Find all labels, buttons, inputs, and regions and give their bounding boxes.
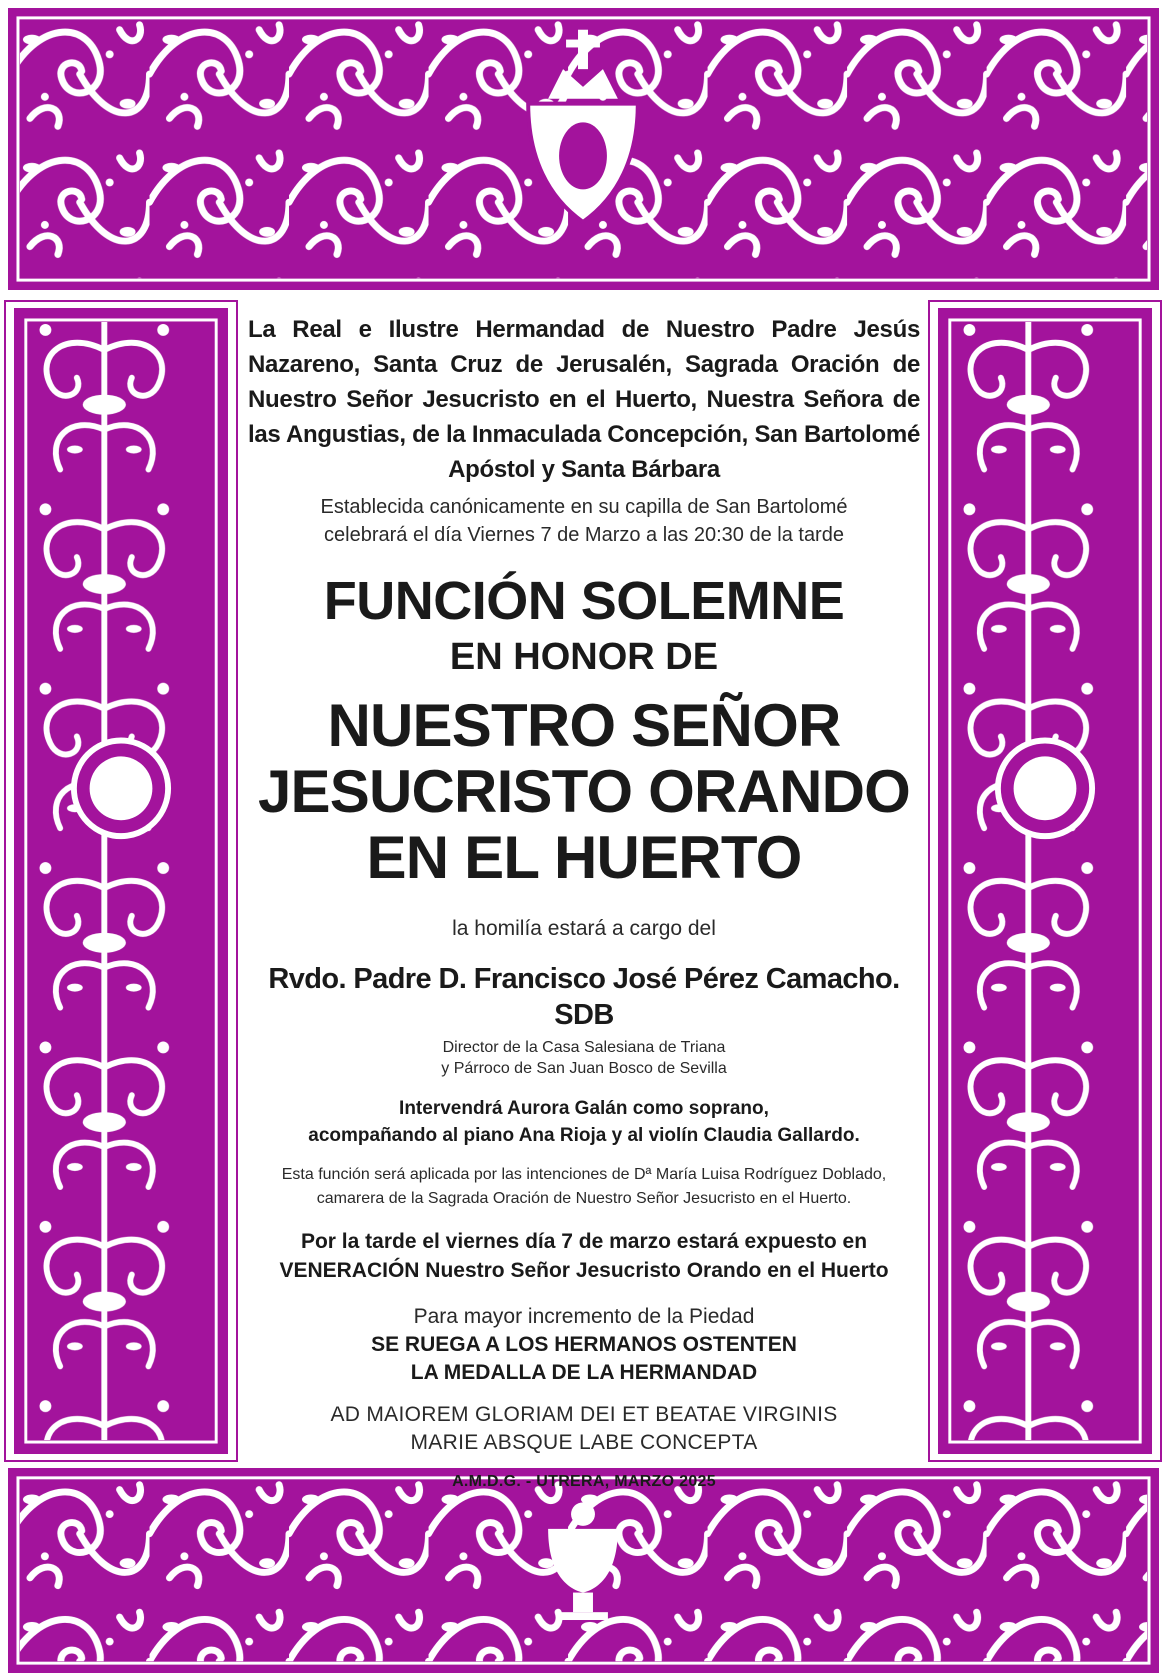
scroll-ornament-icon (10, 1470, 1157, 1671)
preacher-role-2: y Párroco de San Juan Bosco de Sevilla (441, 1060, 727, 1077)
dedication-line-3: EN EL HUERTO (366, 824, 802, 891)
music-credits (248, 1095, 920, 1149)
right-frame-outline (928, 300, 1162, 1462)
preacher-roles (248, 1037, 920, 1079)
establecida-text: Establecida canónicamente en su capilla de San Bartolomé (320, 496, 848, 518)
veneration-note (248, 1227, 920, 1285)
intentions-note (248, 1163, 920, 1211)
music-line-1: Intervendrá Aurora Galán como soprano, (399, 1098, 769, 1119)
dedication-line-2: JESUCRISTO ORANDO (257, 758, 911, 825)
establishment-line (248, 493, 920, 549)
hermandad-heading: La Real e Ilustre Hermandad de Nuestro Padre Jesús Nazareno, Santa Cruz de Jerusalén, Sagrada Oración de Nuestro Señor Jesucristo en el Huerto, Nuestra Señora de las Angustias, de la Inmaculada Concepción, San Bartolomé Apóstol y Santa Bárbara (248, 316, 920, 483)
intentions-line-2: camarera de la Sagrada Oración de Nuestro Señor Jesucristo en el Huerto. (316, 1190, 852, 1207)
veneration-line-1: Por la tarde el viernes día 7 de marzo estará expuesto en (300, 1230, 868, 1253)
top-ornament-band (8, 8, 1159, 290)
preacher-role-1: Director de la Casa Salesiana de Triana (442, 1039, 726, 1056)
homilia-intro: la homilía estará a cargo del (452, 917, 716, 940)
announcement-content (248, 312, 920, 1493)
request-line-2: LA MEDALLA DE LA HERMANDAD (410, 1361, 758, 1384)
piety-intro: Para mayor incremento de la Piedad (413, 1305, 755, 1328)
dedication-title (248, 693, 920, 891)
funcion-solemne-title: FUNCIÓN SOLEMNE (323, 571, 845, 631)
latin-motto (248, 1401, 920, 1457)
veneration-line-2: VENERACIÓN Nuestro Señor Jesucristo Orando en el Huerto (279, 1259, 889, 1282)
motto-line-1: AD MAIOREM GLORIAM DEI ET BEATAE VIRGINIS (330, 1403, 838, 1426)
footer-signature: A.M.D.G. - UTRERA, MARZO 2025 (452, 1473, 716, 1490)
bottom-ornament-band (8, 1468, 1159, 1673)
dedication-line-1: NUESTRO SEÑOR (327, 692, 841, 759)
scroll-ornament-icon (10, 10, 1157, 288)
motto-line-2: MARIE ABSQUE LABE CONCEPTA (410, 1431, 758, 1454)
celebration-date-text: celebrará el día Viernes 7 de Marzo a las 20:30 de la tarde (324, 524, 844, 546)
music-line-2: acompañando al piano Ana Rioja y al violín Claudia Gallardo. (308, 1125, 860, 1146)
intentions-line-1: Esta función será aplicada por las intenciones de Dª María Luisa Rodríguez Doblado, (281, 1166, 887, 1183)
left-frame-outline (4, 300, 238, 1462)
request-line-1: SE RUEGA A LOS HERMANOS OSTENTEN (371, 1333, 797, 1356)
medal-request (248, 1331, 920, 1387)
en-honor-de-subtitle: EN HONOR DE (449, 636, 719, 678)
preacher-name: Rvdo. Padre D. Francisco José Pérez Camacho. SDB (268, 963, 900, 1031)
